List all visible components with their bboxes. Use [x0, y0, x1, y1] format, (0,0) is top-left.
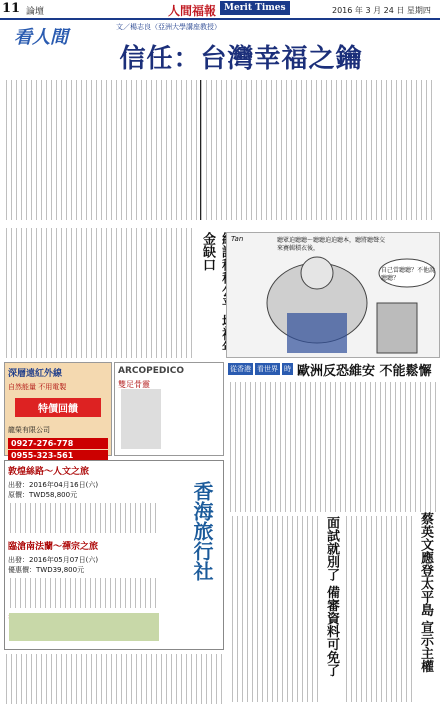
trip-2-date: 出發：2016年05月07日(六)	[8, 556, 99, 564]
trip-1-date: 出發：2016年04月16日(六)	[8, 481, 99, 489]
ad-far-infrared	[4, 362, 112, 460]
trip-1-details	[8, 503, 158, 533]
column-byline: 文／楊志良（亞洲大學講座教授）	[116, 23, 221, 31]
ad-brand: ARCOPEDICO	[118, 366, 184, 376]
trip-2-title: 臨滄南法蘭～禪宗之旅	[8, 542, 99, 552]
ad-company: 龍榮有限公司	[8, 426, 50, 434]
ad-phone-1: 0927-276-778	[8, 438, 108, 449]
ad-travel	[4, 460, 224, 650]
lower-right-headline: 蔡英文應登太平島 宣示主權	[418, 512, 433, 673]
bottom-left-body	[4, 654, 224, 704]
column-name: 看人間	[14, 27, 68, 48]
editorial-cartoon	[226, 232, 440, 358]
ad-promo: 特價回饋	[15, 398, 101, 417]
ad-tagline: 雙足骨靈	[118, 380, 150, 389]
column-rule	[200, 80, 201, 220]
travel-photo	[9, 613, 159, 641]
tag-3: 時	[284, 365, 291, 373]
ad-arcopedico	[114, 362, 224, 456]
tag-2: 看世界	[257, 365, 278, 373]
issue-date: 2016 年 3 月 24 日 星期四	[332, 6, 431, 15]
trip-2-details	[8, 578, 158, 608]
article-body-upper	[4, 80, 436, 220]
paper-logo-en: Merit Times	[220, 1, 290, 15]
ad-photo	[121, 389, 161, 449]
ad-subtitle: 自然能量 不用電製	[8, 383, 67, 391]
trip-2-price: 優惠價：TWD39,800元	[8, 566, 85, 574]
cartoon-caption-2: 自己當聽聽？不他說聽聽？	[381, 267, 436, 282]
world-headline: 歐洲反恐維安 不能鬆懈	[297, 363, 432, 379]
ad-phone-2: 0955-323-561	[8, 450, 108, 461]
cartoon-caption-1: 聽眾迫聽聽～聽聽迫迫聽本，聽將聽聲交來賽輯積衣後，	[277, 237, 386, 252]
trip-1-price: 原價：TWD58,800元	[8, 491, 78, 499]
ad-title: 深層遠紅外線	[8, 369, 63, 379]
main-headline: 信任：台灣幸福之鑰	[119, 44, 363, 74]
trip-1-title: 敦煌絲路～人文之旅	[8, 467, 90, 477]
lower-center-body	[230, 516, 320, 702]
world-section-header	[228, 360, 438, 378]
cartoon-artist: Tan	[231, 235, 244, 243]
paper-logo: 人間福報	[168, 4, 217, 18]
section-name: 論壇	[26, 7, 45, 17]
travel-agency-name: 香海旅行社	[190, 481, 214, 581]
editorial-body	[4, 228, 194, 358]
lower-center-headline: 面試就別了 備審資料可免了	[324, 516, 339, 677]
editorial-headline: 金缺口	[200, 232, 215, 271]
lower-right-body	[344, 516, 414, 702]
tag-1: 從香港	[230, 365, 251, 373]
world-article-body	[228, 382, 436, 512]
page-number: 11	[2, 1, 21, 16]
